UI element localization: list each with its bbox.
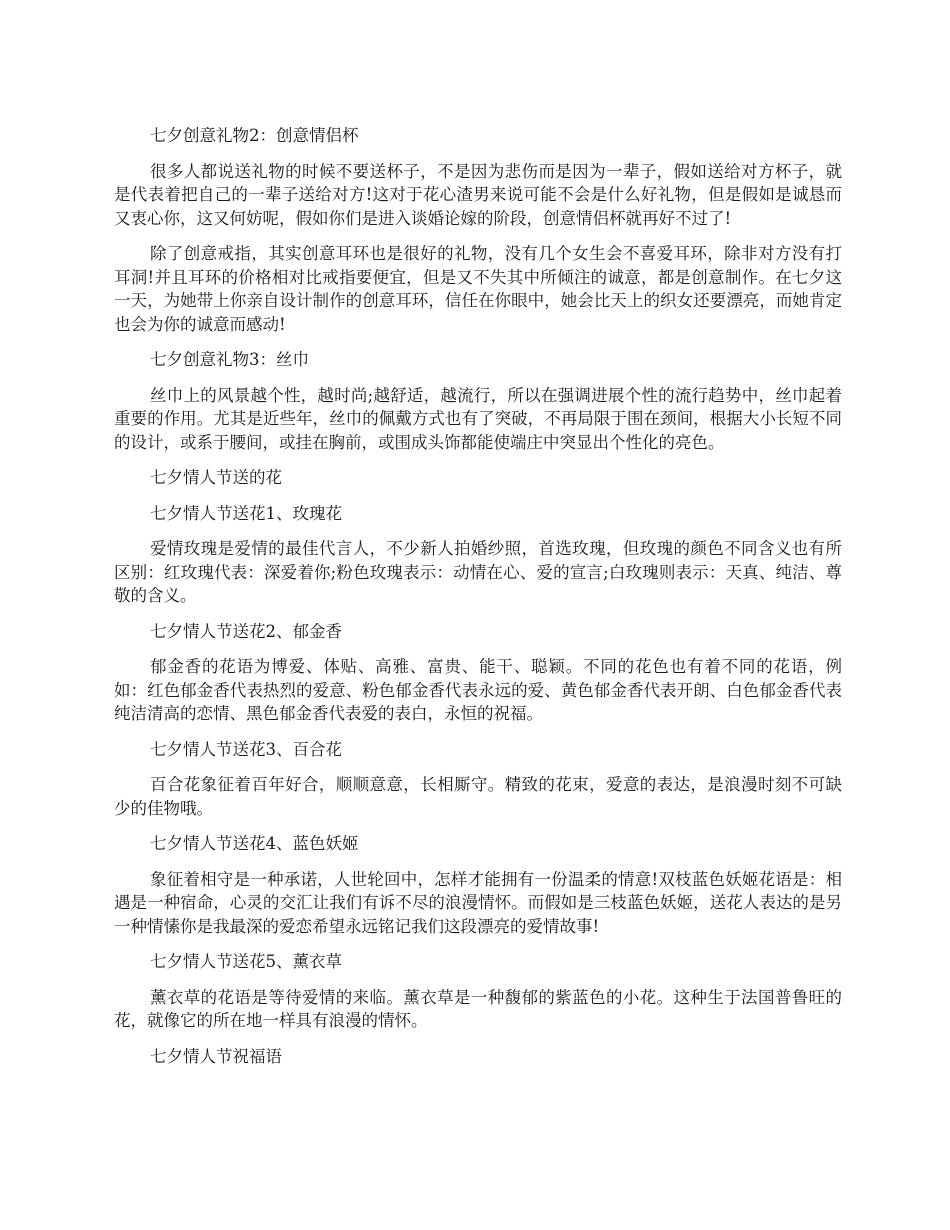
document-body bbox=[114, 124, 842, 1080]
body-paragraph: 除了创意戒指，其实创意耳环也是很好的礼物，没有几个女生会不喜爱耳环，除非对方没有打耳洞!并且耳环的价格相对比戒指要便宜，但是又不失其中所倾注的诚意，都是创意制作。在七夕这一天，为她带上你亲自设计制作的创意耳环，信任在你眼中，她会比天上的织女还要漂亮，而她肯定也会为你的诚意而感动! bbox=[114, 244, 842, 334]
section-heading: 七夕情人节祝福语 bbox=[150, 1046, 282, 1066]
body-paragraph: 象征着相守是一种承诺，人世轮回中，怎样才能拥有一份温柔的情意!双枝蓝色妖姬花语是：相遇是一种宿命，心灵的交汇让我们有诉不尽的浪漫情怀。而假如是三枝蓝色妖姬，送花人表达的是另一种情愫你是我最深的爱恋希望永远铭记我们这段漂亮的爱情故事! bbox=[114, 869, 842, 936]
body-paragraph: 郁金香的花语为博爱、体贴、高雅、富贵、能干、聪颖。不同的花色也有着不同的花语，例如：红色郁金香代表热烈的爱意、粉色郁金香代表永远的爱、黄色郁金香代表开朗、白色郁金香代表纯洁清高的恋情、黑色郁金香代表爱的表白，永恒的祝福。 bbox=[114, 657, 842, 723]
body-paragraph: 很多人都说送礼物的时候不要送杯子，不是因为悲伤而是因为一辈子，假如送给对方杯子，就是代表着把自己的一辈子送给对方!这对于花心渣男来说可能不会是什么好礼物，但是假如是诚恳而又衷心你，这又何妨呢，假如你们是进入谈婚论嫁的阶段，创意情侣杯就再好不过了! bbox=[114, 161, 842, 228]
section-heading: 七夕创意礼物3：丝巾 bbox=[150, 350, 309, 369]
section-heading: 七夕情人节送花4、蓝色妖姬 bbox=[150, 834, 359, 853]
section-heading: 七夕情人节送花5、薰衣草 bbox=[150, 952, 342, 971]
body-paragraph: 百合花象征着百年好合，顺顺意意，长相厮守。精致的花束，爱意的表达，是浪漫时刻不可缺少的佳物哦。 bbox=[114, 775, 842, 818]
body-paragraph: 丝巾上的风景越个性，越时尚;越舒适，越流行，所以在强调进展个性的流行趋势中，丝巾起着重要的作用。尤其是近些年，丝巾的佩戴方式也有了突破，不再局限于围在颈间，根据大小长短不同的设计，或系于腰间，或挂在胸前，或围成头饰都能使端庄中突显出个性化的亮色。 bbox=[114, 385, 842, 452]
body-paragraph: 爱情玫瑰是爱情的最佳代言人，不少新人拍婚纱照，首选玫瑰，但玫瑰的颜色不同含义也有所区别：红玫瑰代表：深爱着你;粉色玫瑰表示：动情在心、爱的宣言;白玫瑰则表示：天真、纯洁、尊敬的含义。 bbox=[114, 539, 842, 605]
section-heading: 七夕情人节送花1、玫瑰花 bbox=[150, 503, 342, 523]
section-heading: 七夕情人节送花3、百合花 bbox=[150, 739, 342, 759]
body-paragraph: 薰衣草的花语是等待爱情的来临。薰衣草是一种馥郁的紫蓝色的小花。这种生于法国普鲁旺的花，就像它的所在地一样具有浪漫的情怀。 bbox=[114, 987, 842, 1030]
section-heading: 七夕情人节送花2、郁金香 bbox=[150, 621, 342, 641]
section-heading: 七夕创意礼物2：创意情侣杯 bbox=[150, 126, 359, 145]
section-heading: 七夕情人节送的花 bbox=[150, 468, 282, 487]
